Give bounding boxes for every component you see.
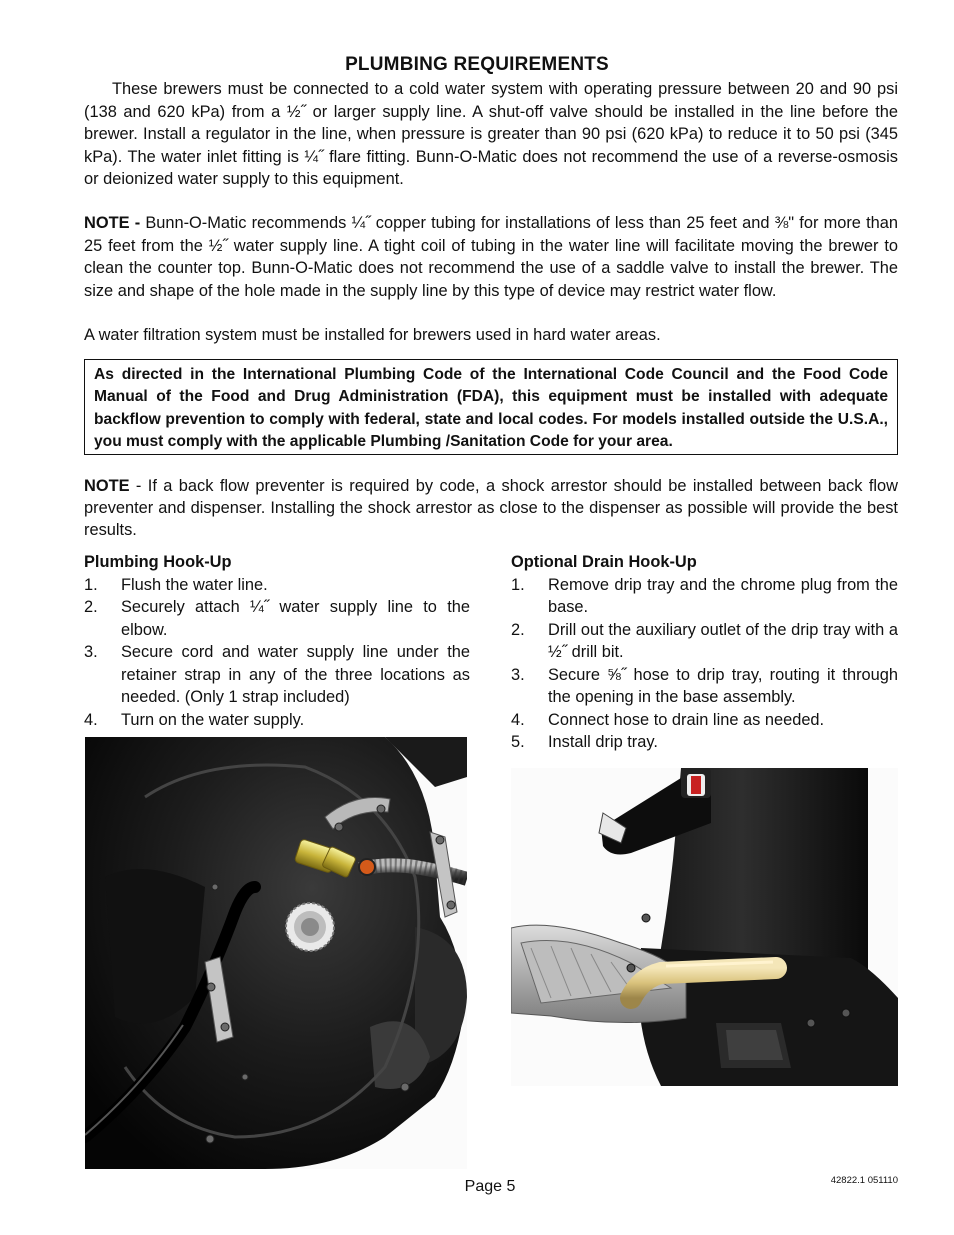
list-item	[511, 619, 898, 664]
step-text: Connect hose to drain line as needed.	[548, 710, 825, 729]
step-text: Turn on the water supply.	[121, 710, 305, 729]
list-item	[84, 596, 470, 641]
step-number: 2.	[84, 598, 98, 616]
step-text: Secure ⅝˝ hose to drip tray, routing it through the opening in the base assembly.	[548, 665, 898, 706]
copper-tubing-note	[84, 212, 898, 302]
document-code: 42822.1 051110	[830, 1175, 898, 1186]
plumbing-code-notice: As directed in the International Plumbing Code of the International Code Council and the Food Code Manual of the Food and Drug Administration (FDA), this equipment must be installed with adequate backflow prevention to comply with federal, state and local codes. For models installed outside the U.S.A., you must comply with the applicable Plumbing /Sanitation Code for your area.	[84, 359, 898, 455]
section-heading: Plumbing Hook-Up	[84, 553, 232, 571]
step-number: 3.	[511, 665, 525, 684]
step-text: Flush the water line.	[121, 575, 268, 594]
drain-hose-illustration	[511, 768, 898, 1086]
page-number: Page 5	[464, 1178, 516, 1195]
step-number: 2.	[511, 620, 525, 639]
list-item	[511, 731, 898, 754]
step-number: 4.	[84, 710, 98, 729]
step-list	[511, 574, 898, 754]
step-number: 5.	[511, 733, 525, 751]
step-number: 3.	[84, 643, 98, 661]
list-item	[84, 574, 470, 597]
drain-hookup-section	[511, 551, 898, 754]
list-item	[511, 709, 898, 732]
list-item	[84, 641, 470, 709]
step-text: Securely attach ¼˝ water supply line to the elbow.	[121, 598, 470, 639]
step-text: Install drip tray.	[548, 733, 658, 751]
plumbing-hookup-section	[84, 551, 470, 731]
note-text: - If a back flow preventer is required by code, a shock arrestor should be installed between back flow preventer and dispenser. Installing the shock arrestor as close to the dispenser as possible will provide the best results.	[84, 477, 898, 539]
list-item	[511, 574, 898, 619]
step-text: Remove drip tray and the chrome plug from the base.	[548, 575, 898, 616]
section-heading: Optional Drain Hook-Up	[511, 553, 697, 571]
step-number: 1.	[84, 575, 98, 594]
filtration-paragraph: A water filtration system must be installed for brewers used in hard water areas.	[84, 326, 661, 344]
note-label: NOTE	[84, 477, 130, 495]
list-item	[511, 664, 898, 709]
step-number: 1.	[511, 575, 525, 594]
step-list	[84, 574, 470, 732]
note-label: NOTE -	[84, 214, 141, 232]
brewer-back-illustration	[85, 737, 467, 1169]
backflow-note	[84, 475, 898, 541]
note-text: Bunn-O-Matic recommends ¼˝ copper tubing for installations of less than 25 feet and ⅜" for more than 25 feet from the ½˝ water supply line. A tight coil of tubing in the water line will facilitate moving the brewer to clean the counter top. Bunn-O-Matic does not recommend the use of a saddle valve to install the brewer. The size and shape of the hole made in the supply line by this type of device may restrict water flow.	[84, 214, 898, 300]
step-text: Secure cord and water supply line under the retainer strap in any of the three locations as needed. (Only 1 strap included)	[121, 643, 470, 706]
list-item	[84, 709, 470, 732]
page-title: PLUMBING REQUIREMENTS	[345, 54, 609, 75]
step-text: Drill out the auxiliary outlet of the drip tray with a ½˝ drill bit.	[548, 620, 898, 661]
intro-paragraph: These brewers must be connected to a cold water system with operating pressure between 20 and 90 psi (138 and 620 kPa) from a ½˝ or larger supply line. A shut-off valve should be installed in the line before the brewer. Install a regulator in the line, when pressure is greater than 90 psi (620 kPa) to reduce it to 50 psi (345 kPa). The water inlet fitting is ¼˝ flare fitting. Bunn-O-Matic does not recommend the use of a reverse-osmosis or deionized water supply to this equipment.	[84, 80, 898, 188]
step-number: 4.	[511, 710, 525, 729]
